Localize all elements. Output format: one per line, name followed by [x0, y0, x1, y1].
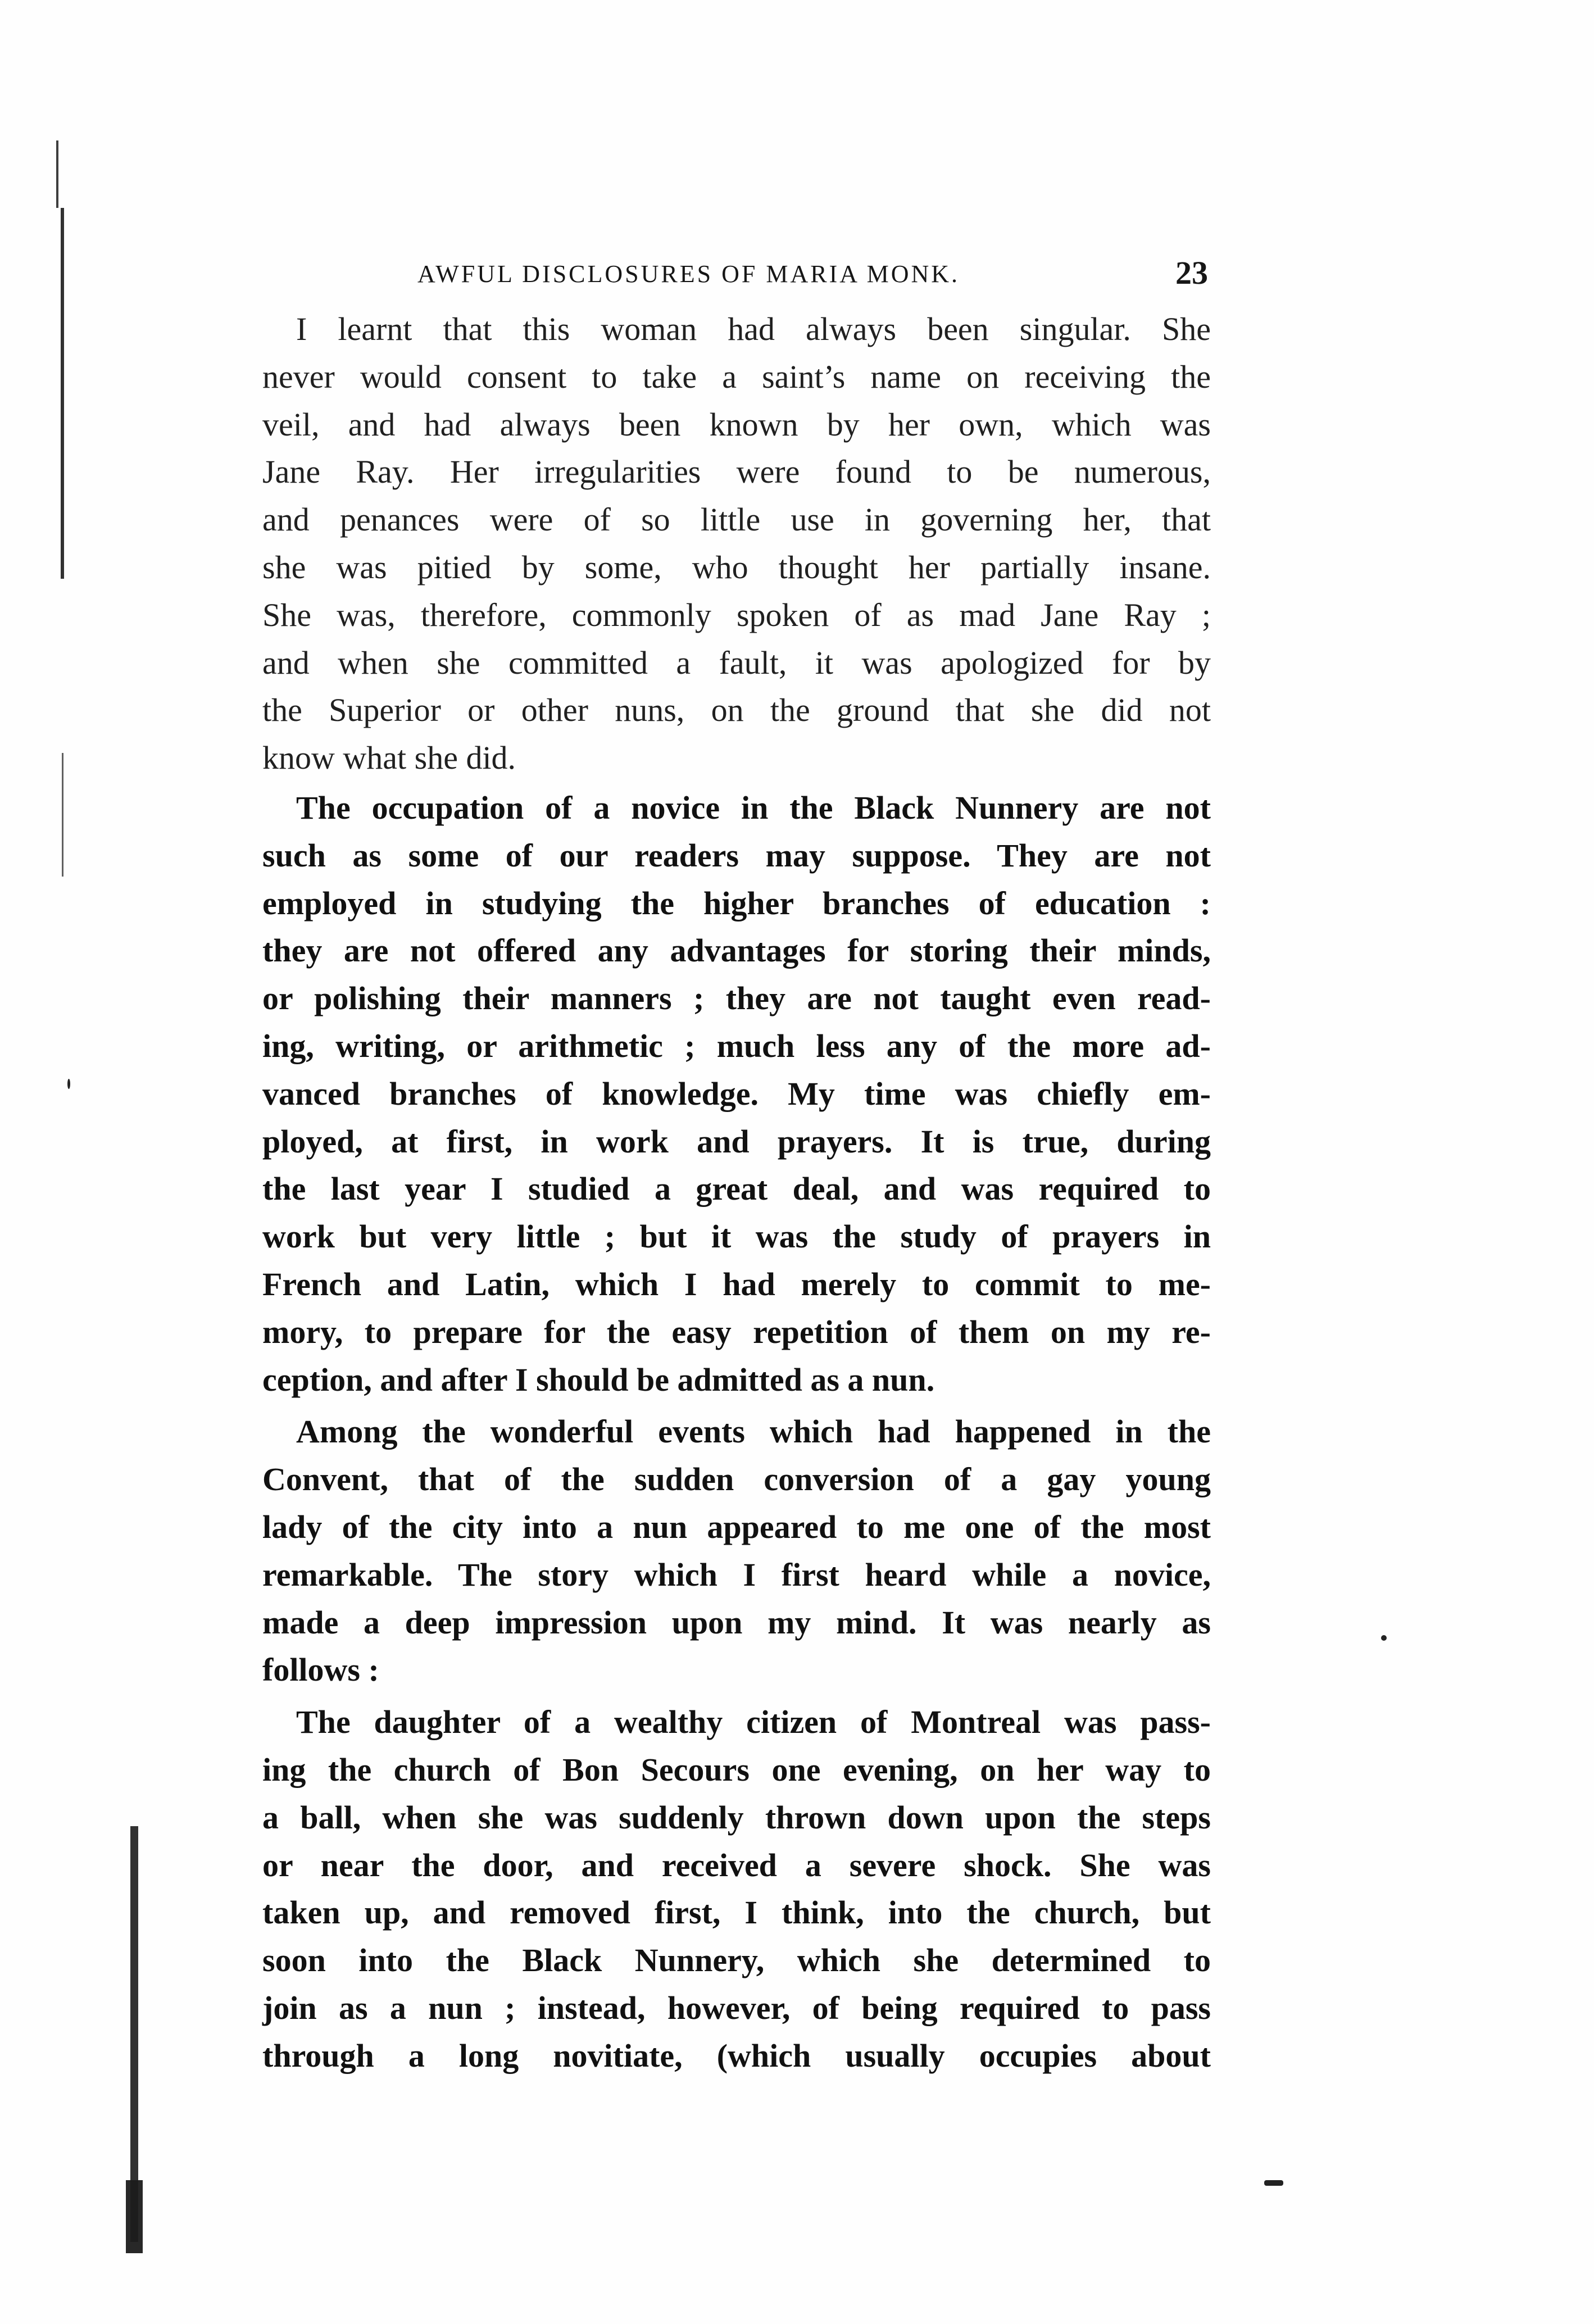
- text-line: taken up, and removed first, I think, into the church, but: [262, 1894, 1211, 1931]
- text-line: lady of the city into a nun appeared to me one of the most: [262, 1508, 1211, 1545]
- text-line: employed in studying the higher branches of education :: [262, 884, 1211, 922]
- text-line: Jane Ray. Her irregularities were found to be numerous,: [262, 453, 1211, 491]
- paragraph: [262, 1699, 1211, 2080]
- text-line: She was, therefore, commonly spoken of as mad Jane Ray ;: [262, 596, 1211, 633]
- text-line: or polishing their manners ; they are not taught even read-: [262, 980, 1211, 1017]
- text-line: through a long novitiate, (which usually occupies about: [262, 2037, 1211, 2074]
- text-line: ing, writing, or arithmetic ; much less any of the more ad-: [262, 1027, 1211, 1064]
- text-line: The occupation of a novice in the Black Nunnery are not: [296, 789, 1211, 826]
- text-line: a ball, when she was suddenly thrown down upon the steps: [262, 1799, 1211, 1836]
- page-header: [253, 254, 1208, 293]
- scan-binding-shadow: [130, 1826, 138, 2242]
- text-line: know what she did.: [262, 739, 516, 777]
- text-line: work but very little ; but it was the study of prayers in: [262, 1218, 1211, 1255]
- scan-binding-shadow: [126, 2180, 143, 2253]
- scan-speck: [1381, 1635, 1387, 1641]
- text-line: and penances were of so little use in governing her, that: [262, 501, 1211, 538]
- text-line: such as some of our readers may suppose. They are not: [262, 837, 1211, 874]
- text-line: soon into the Black Nunnery, which she determined to: [262, 1942, 1211, 1979]
- page-number: 23: [1175, 255, 1208, 291]
- body-text: [262, 306, 1211, 2080]
- text-line: remarkable. The story which I first heard while a novice,: [262, 1556, 1211, 1593]
- text-line: or near the door, and received a severe shock. She was: [262, 1846, 1211, 1883]
- running-title: AWFUL DISCLOSURES OF MARIA MONK.: [417, 260, 960, 288]
- text-line: the Superior or other nuns, on the ground that she did not: [262, 692, 1211, 729]
- text-line: ployed, at first, in work and prayers. It is true, during: [262, 1123, 1211, 1160]
- scan-speck: [1264, 2180, 1283, 2186]
- scan-binding-shadow: [61, 208, 64, 579]
- text-line: follows :: [262, 1651, 379, 1688]
- text-line: they are not offered any advantages for storing their minds,: [262, 932, 1211, 969]
- text-line: Among the wonderful events which had happened in the: [296, 1413, 1211, 1450]
- text-line: never would consent to take a saint’s name on receiving the: [262, 358, 1211, 395]
- text-line: made a deep impression upon my mind. It was nearly as: [262, 1604, 1211, 1641]
- text-line: I learnt that this woman had always been singular. She: [296, 311, 1211, 347]
- text-line: ing the church of Bon Secours one evening, on her way to: [262, 1751, 1211, 1788]
- text-line: vanced branches of knowledge. My time was chiefly em-: [262, 1075, 1211, 1112]
- scan-speck: [67, 1079, 70, 1089]
- text-line: The daughter of a wealthy citizen of Montreal was pass-: [296, 1704, 1211, 1741]
- paragraph: [262, 1408, 1211, 1694]
- text-line: French and Latin, which I had merely to commit to me-: [262, 1265, 1211, 1302]
- text-line: ception, and after I should be admitted as a nun.: [262, 1361, 935, 1398]
- paragraph: [262, 306, 1211, 782]
- text-line: the last year I studied a great deal, and was required to: [262, 1170, 1211, 1208]
- text-line: mory, to prepare for the easy repetition of them on my re-: [262, 1313, 1211, 1350]
- text-line: veil, and had always been known by her own, which was: [262, 406, 1211, 443]
- text-line: and when she committed a fault, it was apologized for by: [262, 644, 1211, 681]
- scan-binding-shadow: [56, 140, 58, 208]
- text-line: she was pitied by some, who thought her partially insane.: [262, 548, 1211, 585]
- text-line: Convent, that of the sudden conversion of a gay young: [262, 1461, 1211, 1498]
- text-line: join as a nun ; instead, however, of being required to pass: [262, 1989, 1211, 2026]
- paragraph: [262, 784, 1211, 1404]
- scan-binding-shadow: [62, 753, 63, 877]
